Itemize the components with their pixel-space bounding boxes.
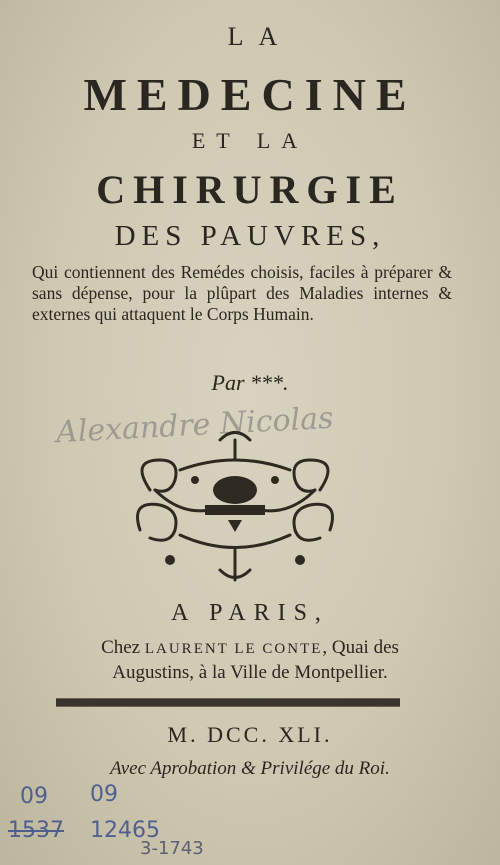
- imprint-address: Augustins, à la Ville de Montpellier.: [112, 662, 388, 683]
- stamp-number-3: 1537: [8, 818, 64, 843]
- publisher-suffix: , Quai des: [322, 637, 399, 658]
- title-line-4: CHIRURGIE: [96, 167, 404, 212]
- publisher-name: LAURENT LE CONTE: [144, 641, 323, 657]
- stamp-number-2: 09: [90, 782, 118, 807]
- description: Qui contiennent des Remédes choisis, faciles à préparer & sans dépense, pour la plûpart des Maladies internes & externes qui attaquent le Corps Humain.: [32, 262, 452, 324]
- stamp-number-4: 12465: [90, 818, 160, 843]
- imprint-publisher: [0, 637, 500, 659]
- stamp-number-5: 3-1743: [140, 838, 204, 859]
- title-line-5: DES PAUVRES,: [114, 220, 386, 252]
- author-line: Par ***.: [211, 370, 289, 395]
- title-line-2: MEDECINE: [83, 69, 417, 120]
- stamp-number-1: 09: [20, 784, 48, 809]
- title-line-1: LA: [227, 22, 293, 51]
- title-line-3: ET LA: [191, 128, 309, 153]
- publication-date: M. DCC. XLI.: [167, 722, 333, 747]
- publisher-prefix: Chez: [101, 637, 141, 658]
- handwritten-signature: Alexandre Nicolas: [55, 400, 335, 451]
- privilege-line: Avec Aprobation & Privilége du Roi.: [110, 758, 390, 779]
- divider-rule: [56, 698, 400, 707]
- ornament-icon: [120, 420, 350, 590]
- imprint-city: A PARIS,: [171, 600, 329, 626]
